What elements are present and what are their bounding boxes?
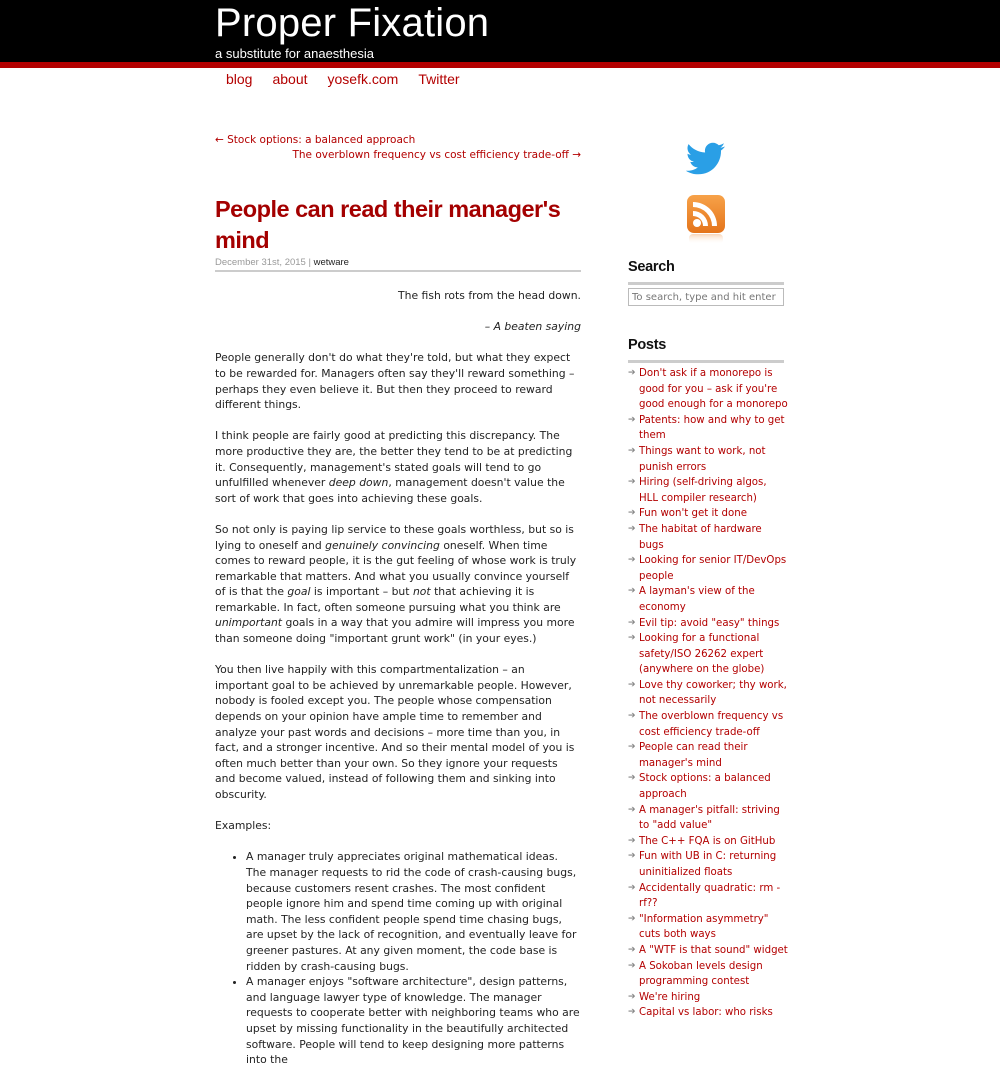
- sidebar-post-link[interactable]: Accidentally quadratic: rm -rf??: [639, 882, 781, 910]
- sidebar-post-link[interactable]: The C++ FQA is on GitHub: [639, 835, 776, 847]
- post-meta: [215, 257, 581, 272]
- sidebar-post-item: [628, 444, 788, 475]
- arrow-right-icon: ➔: [628, 586, 636, 597]
- arrow-right-icon: ➔: [628, 617, 636, 628]
- sidebar-post-item: [628, 959, 788, 990]
- sidebar-post-item: [628, 366, 788, 413]
- post-date: December 31st, 2015: [215, 257, 306, 268]
- epigraph-source: – A beaten saying: [484, 320, 581, 334]
- paragraph: So not only is paying lip service to these goals worthless, but so is lying to oneself and genuinely convincing oneself. When time comes to reward people, it is the gut feeling of whose work is truly remarkable that matters. And what you usually convince yourself of is that the goal is important – but not that achieving it is remarkable. In fact, often someone pursuing what you think are unimportant goals in a way that you admire will impress you more than someone doing "important grunt work" (in your eyes.): [215, 522, 577, 646]
- arrow-right-icon: ➔: [628, 882, 636, 893]
- arrow-right-icon: ➔: [628, 960, 636, 971]
- arrow-right-icon: ➔: [628, 633, 636, 644]
- arrow-right-icon: ➔: [628, 804, 636, 815]
- sidebar-post-item: [628, 849, 788, 880]
- sidebar-post-item: [628, 943, 788, 959]
- arrow-right-icon: ➔: [628, 555, 636, 566]
- sidebar-post-item: [628, 553, 788, 584]
- arrow-right-icon: ➔: [628, 835, 636, 846]
- header-divider: [0, 62, 1000, 68]
- sidebar-post-item: [628, 834, 788, 850]
- nav-about-link[interactable]: about: [272, 71, 308, 87]
- search-heading: Search: [628, 258, 784, 285]
- search-input[interactable]: [628, 288, 784, 306]
- nav-twitter-link[interactable]: Twitter: [418, 71, 460, 87]
- sidebar-post-link[interactable]: People can read their manager's mind: [639, 742, 748, 769]
- paragraph: I think people are fairly good at predicting this discrepancy. The more productive they are, the better they tend to be at predicting it. Consequently, management's stated goals will tend to go unfulfilled whenever deep down, management doesn't value the sort of work that goes into achieving these goals.: [215, 429, 573, 505]
- sidebar-post-link[interactable]: Patents: how and why to get them: [639, 414, 785, 442]
- sidebar-post-item: [628, 912, 788, 943]
- sidebar-post-item: [628, 522, 788, 553]
- sidebar-post-item: [628, 990, 788, 1006]
- post-category-link[interactable]: wetware: [313, 257, 349, 268]
- paragraph: You then live happily with this compartmentalization – an important goal to be achieved by unremarkable people. However, nobody is fooled except you. The people whose compensation depends on your opinion have ample time to remember and analyze your past words and decisions – more time than you, in fact, and a stronger incentive. And so their mental model of you is often much better than your own. So they ignore your requests and become valued, instead of following them and sinking into obscurity.: [215, 663, 575, 801]
- site-header: [0, 0, 1000, 62]
- list-item: • A manager enjoys "software architecture", design patterns, and language lawyer type of knowledge. The manager requests to cooperate better with neighboring teams who are upset by missing functionality in the beautifully architected software. People will tend to keep designing more patterns into the: [246, 974, 581, 1068]
- sidebar-post-link[interactable]: A "WTF is that sound" widget: [639, 944, 788, 956]
- posts-list: [628, 366, 788, 1021]
- site-title[interactable]: Proper Fixation: [215, 1, 490, 45]
- arrow-right-icon: ➔: [628, 508, 636, 519]
- arrow-right-icon: ➔: [628, 414, 636, 425]
- meta-separator: |: [308, 257, 311, 268]
- twitter-bird-icon[interactable]: [686, 142, 726, 176]
- rss-feed-icon-graphic: [686, 194, 726, 244]
- next-post-nav: [215, 148, 581, 162]
- arrow-right-icon: ➔: [628, 944, 636, 955]
- sidebar-post-link[interactable]: Hiring (self-driving algos, HLL compiler research): [639, 477, 767, 504]
- sidebar-post-link[interactable]: Things want to work, not punish errors: [639, 445, 766, 473]
- arrow-right-icon: ➔: [628, 991, 636, 1002]
- post-content: [215, 288, 581, 1068]
- sidebar-post-link[interactable]: A layman's view of the economy: [639, 586, 755, 613]
- sidebar-post-link[interactable]: The habitat of hardware bugs: [639, 523, 762, 551]
- sidebar-post-item: [628, 740, 788, 771]
- sidebar-post-item: [628, 803, 788, 834]
- sidebar-post-item: [628, 584, 788, 615]
- sidebar-post-link[interactable]: Looking for senior IT/DevOps people: [639, 555, 787, 582]
- prev-post-link[interactable]: ← Stock options: a balanced approach: [215, 134, 416, 146]
- sidebar-post-link[interactable]: Fun won't get it done: [639, 508, 747, 520]
- nav-yosefk-link[interactable]: yosefk.com: [327, 71, 399, 87]
- main-nav: [216, 70, 470, 90]
- sidebar-post-item: [628, 616, 788, 632]
- arrow-right-icon: ➔: [628, 851, 636, 862]
- paragraph: Examples:: [215, 819, 272, 833]
- paragraph: People generally don't do what they're told, but what they expect to be rewarded for. Managers often say they'll reward something – perhaps they even believe it. But then they proceed to reward different things.: [215, 351, 575, 412]
- arrow-right-icon: ➔: [628, 913, 636, 924]
- sidebar-post-link[interactable]: Evil tip: avoid "easy" things: [639, 617, 780, 629]
- post-title[interactable]: People can read their manager's mind: [215, 196, 561, 253]
- sidebar-post-item: [628, 1005, 788, 1021]
- sidebar-post-link[interactable]: Love thy coworker; thy work, not necessarily: [639, 679, 787, 707]
- arrow-right-icon: ➔: [628, 477, 636, 488]
- sidebar-post-link[interactable]: A Sokoban levels design programming contest: [639, 960, 763, 988]
- sidebar-post-item: [628, 678, 788, 709]
- sidebar-post-link[interactable]: Capital vs labor: who risks: [639, 1007, 773, 1019]
- next-post-link[interactable]: The overblown frequency vs cost efficiency trade-off →: [292, 149, 581, 161]
- examples-list: [215, 849, 581, 1067]
- sidebar-post-link[interactable]: Don't ask if a monorepo is good for you – ask if you're good enough for a monorepo: [639, 368, 788, 411]
- sidebar-post-link[interactable]: Looking for a functional safety/ISO 26262 expert (anywhere on the globe): [639, 633, 765, 676]
- list-item: • A manager truly appreciates original mathematical ideas. The manager requests to rid the code of crash-causing bugs, because customers resent crashes. The most confident people ignore him and spend time coming up with original math. The less confident people spend time chasing bugs, are upset by the lack of recognition, and eventually leave for greener pastures. At any given moment, the code base is ridden by crash-causing bugs.: [246, 849, 581, 974]
- nav-blog-link[interactable]: blog: [226, 71, 253, 87]
- arrow-right-icon: ➔: [628, 773, 636, 784]
- arrow-right-icon: ➔: [628, 679, 636, 690]
- sidebar-post-link[interactable]: Fun with UB in C: returning uninitialized floats: [639, 851, 777, 878]
- posts-heading: Posts: [628, 336, 784, 363]
- sidebar-post-item: [628, 631, 788, 678]
- arrow-right-icon: ➔: [628, 368, 636, 378]
- twitter-bird-icon-graphic: [686, 142, 726, 176]
- sidebar-post-link[interactable]: "Information asymmetry" cuts both ways: [639, 913, 769, 941]
- sidebar-post-item: [628, 413, 788, 444]
- sidebar-post-item: [628, 506, 788, 522]
- rss-feed-icon[interactable]: [686, 194, 726, 244]
- sidebar-post-item: [628, 709, 788, 740]
- sidebar-post-link[interactable]: A manager's pitfall: striving to "add value": [639, 804, 780, 832]
- arrow-right-icon: ➔: [628, 523, 636, 534]
- sidebar-post-item: [628, 881, 788, 912]
- epigraph: The fish rots from the head down.: [398, 289, 581, 302]
- arrow-right-icon: ➔: [628, 445, 636, 456]
- sidebar-post-link[interactable]: Stock options: a balanced approach: [639, 773, 771, 801]
- arrow-right-icon: ➔: [628, 711, 636, 722]
- sidebar-post-link[interactable]: We're hiring: [639, 991, 701, 1003]
- arrow-right-icon: ➔: [628, 742, 636, 753]
- site-tagline: a substitute for anaesthesia: [215, 46, 374, 61]
- sidebar-post-link[interactable]: The overblown frequency vs cost efficiency trade-off: [639, 711, 784, 738]
- prev-post-nav: [215, 133, 581, 147]
- sidebar-post-item: [628, 475, 788, 506]
- arrow-right-icon: ➔: [628, 1007, 636, 1018]
- sidebar-post-item: [628, 771, 788, 802]
